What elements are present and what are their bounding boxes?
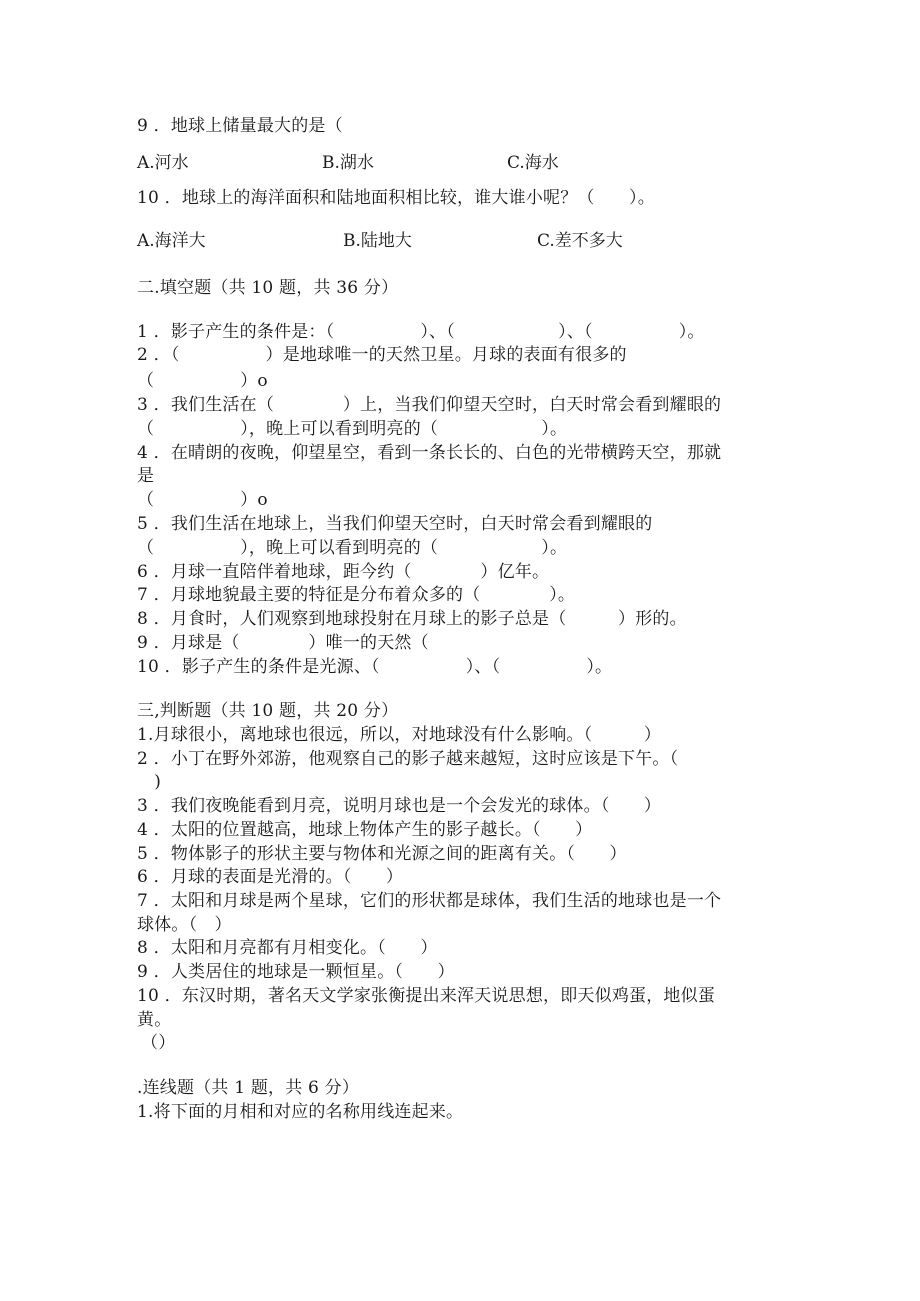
judge-line: 9 ．人类居住的地球是一颗恒星。（ ）: [137, 962, 455, 982]
judge-line: 黄。: [137, 1010, 172, 1030]
fill-line: （ ），晚上可以看到明亮的（ ）。: [137, 538, 568, 558]
fill-line: 9 ．月球是（ ）唯一的天然（: [137, 633, 429, 653]
mc-q10-stem: 10 ．地球上的海洋面积和陆地面积相比较，谁大谁小呢？（ ）。: [137, 188, 655, 208]
judge-line: 4 ．太阳的位置越高，地球上物体产生的影子越长。（ ）: [137, 820, 593, 840]
mc-q9-stem: 9 ．地球上储量最大的是（: [137, 116, 343, 136]
fill-line: 8 ．月食时，人们观察到地球投射在月球上的影子总是（ ）形的。: [137, 609, 687, 629]
mc-q9-option-c: C.海水: [507, 153, 559, 173]
link-line: 1.将下面的月相和对应的名称用线连起来。: [137, 1102, 464, 1122]
fill-line: （ ），晚上可以看到明亮的（ ）。: [137, 419, 568, 439]
mc-q10-option-c: C.差不多大: [537, 231, 623, 251]
fill-line: 是: [137, 466, 155, 486]
judge-line: 8 ．太阳和月亮都有月相变化。（ ）: [137, 938, 438, 958]
judge-line: 1.月球很小，离地球也很远，所以，对地球没有什么影响。（ ）: [137, 725, 662, 745]
fill-line: （ ）o: [137, 490, 268, 510]
judge-line: （）: [141, 1033, 176, 1053]
fill-line: 1 ．影子产生的条件是：（ ）、（ ）、（ ）。: [137, 322, 705, 342]
judge-line: 球体。（ ）: [137, 915, 232, 935]
fill-line: 6 ．月球一直陪伴着地球，距今约（ ）亿年。: [137, 562, 550, 582]
judge-line: 7 ．太阳和月球是两个星球，它们的形状都是球体，我们生活的地球也是一个: [137, 891, 722, 911]
fill-line: 2 ．（ ）是地球唯一的天然卫星。月球的表面有很多的: [137, 345, 627, 365]
fill-line: 3 ．我们生活在（ ）上，当我们仰望天空时，白天时常会看到耀眼的: [137, 395, 722, 415]
mc-q9-option-a: A.河水: [137, 153, 189, 173]
fill-line: 10 ．影子产生的条件是光源、（ ）、（ ）。: [137, 657, 613, 677]
judge-line: 5 ．物体影子的形状主要与物体和光源之间的距离有关。（ ）: [137, 844, 627, 864]
judge-heading: 三,判断题（共 10 题，共 20 分）: [137, 701, 399, 721]
fill-heading: 二.填空题（共 10 题，共 36 分）: [137, 278, 399, 298]
judge-line: 10 ．东汉时期，著名天文学家张衡提出来浑天说思想，即天似鸡蛋，地似蛋: [137, 986, 716, 1006]
mc-q10-option-a: A.海洋大: [137, 231, 206, 251]
mc-q10-option-b: B.陆地大: [343, 231, 412, 251]
judge-line: ): [137, 772, 162, 792]
fill-line: 4 ．在晴朗的夜晚，仰望星空，看到一条长长的、白色的光带横跨天空，那就: [137, 443, 722, 463]
judge-line: 2 ．小丁在野外郊游，他观察自己的影子越来越短，这时应该是下午。（: [137, 749, 679, 769]
mc-q9-option-b: B.湖水: [322, 153, 374, 173]
judge-line: 3 ．我们夜晚能看到月亮，说明月球也是一个会发光的球体。（ ）: [137, 796, 662, 816]
fill-line: （ ）o: [137, 371, 268, 391]
judge-line: 6 ．月球的表面是光滑的。（ ）: [137, 867, 404, 887]
fill-line: 5 ．我们生活在地球上，当我们仰望天空时，白天时常会看到耀眼的: [137, 514, 653, 534]
fill-line: 7 ．月球地貌最主要的特征是分布着众多的（ ）。: [137, 585, 576, 605]
link-heading: .连线题（共 1 题，共 6 分）: [137, 1078, 360, 1098]
